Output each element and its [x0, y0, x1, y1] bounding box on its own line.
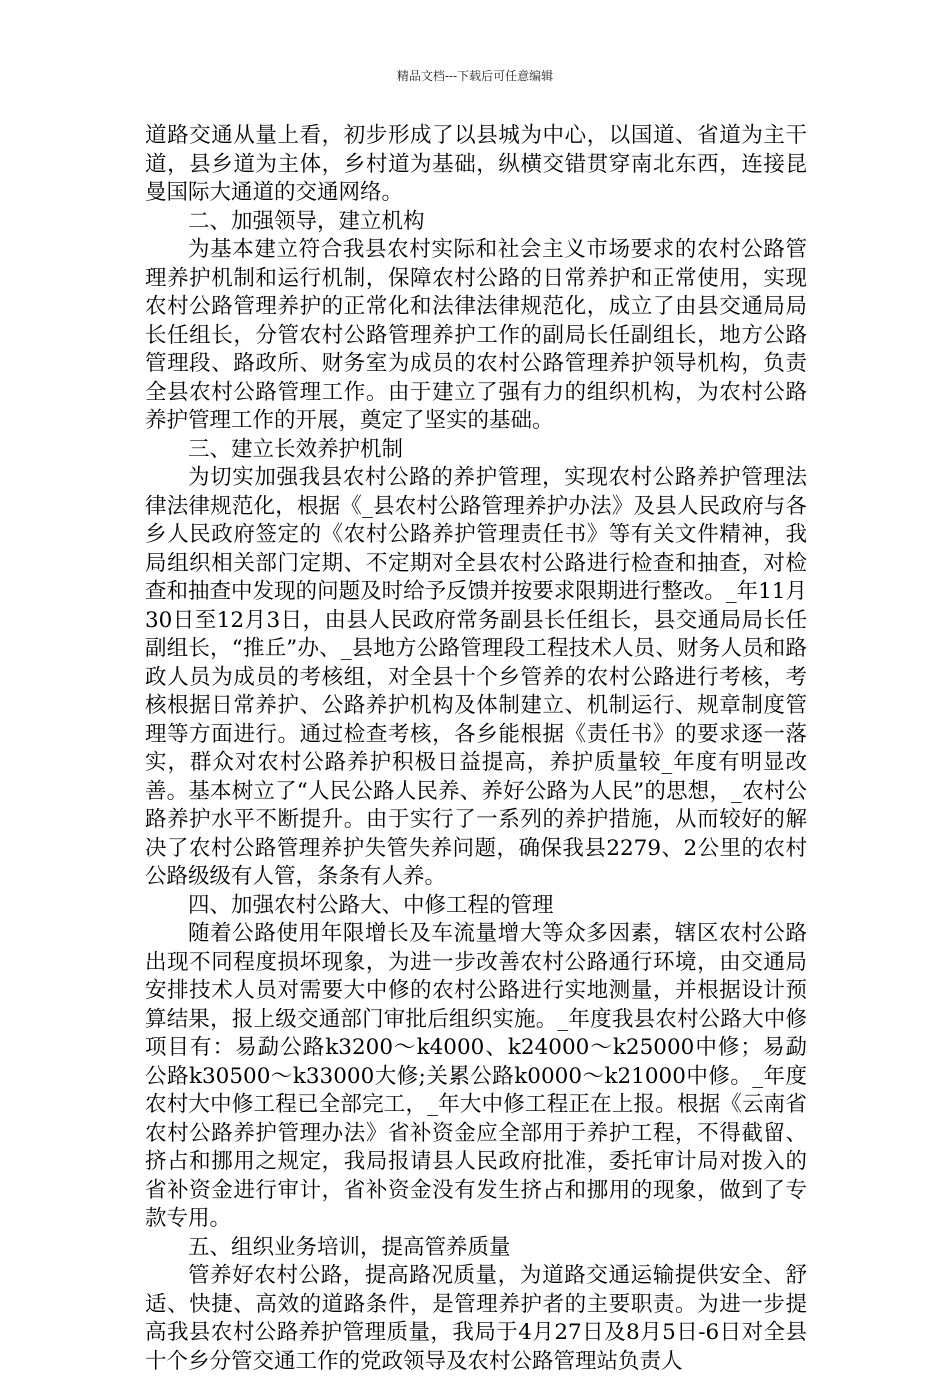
paragraph-section-5: 管养好农村公路，提高路况质量，为道路交通运输提供安全、舒适、快捷、高效的道路条件，是管理养护者的主要职责。为进一步提高我县农村公路养护管理质量，我局于4月27日及8月5日-6日对全县十个乡分管交通工作的党政领导及农村公路管理站负责人 — [145, 1263, 807, 1374]
section-heading-5: 五、组织业务培训，提高管养质量 — [188, 1234, 511, 1260]
section-heading-3: 三、建立长效养护机制 — [188, 436, 404, 462]
page-header: 精品文档---下载后可任意编辑 — [396, 69, 554, 83]
document-body — [145, 122, 807, 1376]
section-heading-4: 四、加强农村公路大、中修工程的管理 — [188, 892, 554, 918]
paragraph-continued: 道路交通从量上看，初步形成了以县城为中心，以国道、省道为主干道，县乡道为主体，乡村道为基础，纵横交错贯穿南北东西，连接昆曼国际大通道的交通网络。 — [145, 123, 807, 205]
section-heading-2: 二、加强领导，建立机构 — [188, 208, 425, 234]
paragraph-section-3: 为切实加强我县农村公路的养护管理，实现农村公路养护管理法律法律规范化，根据《_县农村公路管理养护办法》及县人民政府与各乡人民政府签定的《农村公路养护管理责任书》等有关文件精神，我局组织相关部门定期、不定期对全县农村公路进行检查和抽查，对检查和抽查中发现的问题及时给予反馈并按要求限期进行整改。_年11月30日至12月3日，由县人民政府常务副县长任组长，县交通局局长任副组长，“推丘”办、_县地方公路管理段工程技术人员、财务人员和路政人员为成员的考核组，对全县十个乡管养的农村公路进行考核，考核根据日常养护、公路养护机构及体制建立、机制运行、规章制度管理等方面进行。通过检查考核，各乡能根据《责任书》的要求逐一落实，群众对农村公路养护积极日益提高，养护质量较_年度有明显改善。基本树立了“人民公路人民养、养好公路为人民”的思想，_农村公路养护水平不断提升。由于实行了一系列的养护措施，从而较好的解决了农村公路管理养护失管失养问题，确保我县2279、2公里的农村公路级级有人管，条条有人养。 — [145, 465, 807, 889]
paragraph-section-2: 为基本建立符合我县农村实际和社会主义市场要求的农村公路管理养护机制和运行机制，保障农村公路的日常养护和正常使用，实现农村公路管理养护的正常化和法律法律规范化，成立了由县交通局局长任组长，分管农村公路管理养护工作的副局长任副组长，地方公路管理段、路政所、财务室为成员的农村公路管理养护领导机构，负责全县农村公路管理工作。由于建立了强有力的组织机构，为农村公路养护管理工作的开展，奠定了坚实的基础。 — [145, 237, 807, 433]
paragraph-section-4: 随着公路使用年限增长及车流量增大等众多因素，辖区农村公路出现不同程度损坏现象，为进一步改善农村公路通行环境，由交通局安排技术人员对需要大中修的农村公路进行实地测量，并根据设计预算结果，报上级交通部门审批后组织实施。_年度我县农村公路大中修项目有：易勐公路k3200～k4000、k24000～k25000中修；易勐公路k30500～k33000大修;关累公路k0000～k21000中修。_年度农村大中修工程已全部完工，_年大中修工程正在上报。根据《云南省农村公路养护管理办法》省补资金应全部用于养护工程，不得截留、挤占和挪用之规定，我局报请县人民政府批准，委托审计局对拨入的省补资金进行审计，省补资金没有发生挤占和挪用的现象，做到了专款专用。 — [145, 921, 807, 1231]
